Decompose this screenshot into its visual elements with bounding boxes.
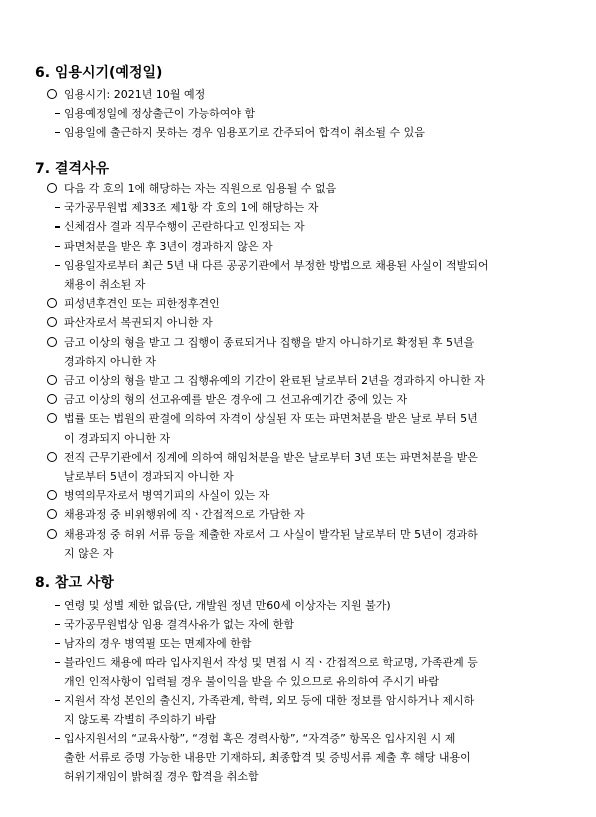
list-item-text: 금고 이상의 형을 받고 그 집행유예의 기간이 완료된 날로부터 2년을 경과하지 아니한 자 [64,374,485,387]
circle-bullet-icon [47,394,57,404]
circle-bullet-icon [47,298,57,308]
list-item-text: 출한 서류로 증명 가능한 내용만 기재하되, 최종합격 및 증빙서류 제출 후 해당 내용이 [64,751,471,764]
list-item-text: 지원서 작성 본인의 출신지, 가족관계, 학력, 외모 등에 대한 정보를 암시하거나 제시하 [64,694,475,707]
dash-bullet-icon [55,662,60,663]
list-item-text: 임용예정일에 정상출근이 가능하여야 함 [64,107,256,120]
circle-bullet-icon [47,452,57,462]
list-item-text: 허위기재임이 밝혀질 경우 합격을 취소함 [64,770,259,783]
list-item-text: 파산자로서 복권되지 아니한 자 [64,316,213,330]
list-item-text: 지 않은 자 [64,546,114,560]
list-item-text: 채용이 취소된 자 [64,278,146,291]
section-7-title: 7. 결격사유 [35,161,110,177]
dash-bullet-icon [55,605,60,606]
section-8-title: 8. 참고 사항 [35,575,114,591]
list-item-text: 파면처분을 받은 후 3년이 경과하지 않은 자 [64,239,273,253]
list-item-text: 신체검사 결과 직무수행이 곤란하다고 인정되는 자 [64,220,305,234]
list-item-text: 입사지원서의 “교육사항”, “경험 혹은 경력사항”, “자격증” 항목은 입사지원 시 제 [64,732,456,745]
list-item-text: 피성년후견인 또는 피한정후견인 [64,297,220,311]
dash-bullet-icon [55,624,60,625]
dash-bullet-icon [55,207,60,208]
dash-bullet-icon [55,643,60,644]
circle-bullet-icon [47,89,57,99]
circle-bullet-icon [47,413,57,423]
dash-bullet-icon [55,265,60,266]
section-6-title: 6. 임용시기(예정일) [35,65,163,81]
circle-bullet-icon [47,490,57,500]
list-item-text: 임용일에 출근하지 못하는 경우 임용포기로 간주되어 합격이 취소될 수 있음 [64,126,425,139]
list-item-text: 채용과정 중 허위 서류 등을 제출한 자로서 그 사실이 발각된 날로부터 만 5년이 경과하 [64,527,478,541]
list-item-text: 경과하지 아니한 자 [64,354,157,368]
dash-bullet-icon [55,132,60,133]
circle-bullet-icon [47,337,57,347]
list-item-text: 연령 및 성별 제한 없음(단, 개발원 정년 만60세 이상자는 지원 불가) [64,599,391,612]
dash-bullet-icon [55,226,60,227]
list-item-text: 채용과정 중 비위행위에 직ㆍ간접적으로 가담한 자 [64,508,305,522]
list-item-text: 금고 이상의 형을 받고 그 집행이 종료되거나 집행을 받지 아니하기로 확정된 후 5년을 [64,335,475,349]
circle-bullet-icon [47,183,57,193]
circle-bullet-icon [47,509,57,519]
list-item-text: 임용시기: 2021년 10월 예정 [64,88,206,101]
list-item-text: 임용일자로부터 최근 5년 내 다른 공공기관에서 부정한 방법으로 채용된 사실이 적발되어 [64,258,489,272]
list-item-text: 법률 또는 법원의 판결에 의하여 자격이 상실된 자 또는 파면처분을 받은 날로 부터 5년 [64,412,478,426]
circle-bullet-icon [47,375,57,385]
list-item-text: 지 않도록 각별히 주의하기 바람 [64,713,217,726]
list-item-text: 국가공무원법 제33조 제1항 각 호의 1에 해당하는 자 [64,201,319,215]
list-item-text: 병역의무자로서 병역기피의 사실이 있는 자 [64,489,270,503]
list-item-text: 남자의 경우 병역필 또는 면제자에 한함 [64,637,252,650]
list-item-text: 다음 각 호의 1에 해당하는 자는 직원으로 임용될 수 없음 [64,182,337,195]
list-item-text: 블라인드 채용에 따라 입사지원서 작성 및 면접 시 직ㆍ간접적으로 학교명, 가족관계 등 [64,656,478,669]
circle-bullet-icon [47,317,57,327]
dash-bullet-icon [55,113,60,114]
list-item-text: 국가공무원법상 임용 결격사유가 없는 자에 한함 [64,618,295,631]
list-item-text: 이 경과되지 아니한 자 [64,431,171,445]
dash-bullet-icon [55,246,60,247]
dash-bullet-icon [55,700,60,701]
circle-bullet-icon [47,529,57,539]
dash-bullet-icon [55,738,60,739]
list-item-text: 개인 인적사항이 입력될 경우 불이익을 받을 수 있으므로 유의하여 주시기 바람 [64,675,439,688]
list-item-text: 전직 근무기관에서 징계에 의하여 해임처분을 받은 날로부터 3년 또는 파면처분을 받은 [64,450,478,464]
list-item-text: 날로부터 5년이 경과되지 아니한 자 [64,470,234,483]
list-item-text: 금고 이상의 형의 선고유예를 받은 경우에 그 선고유예기간 중에 있는 자 [64,393,408,407]
